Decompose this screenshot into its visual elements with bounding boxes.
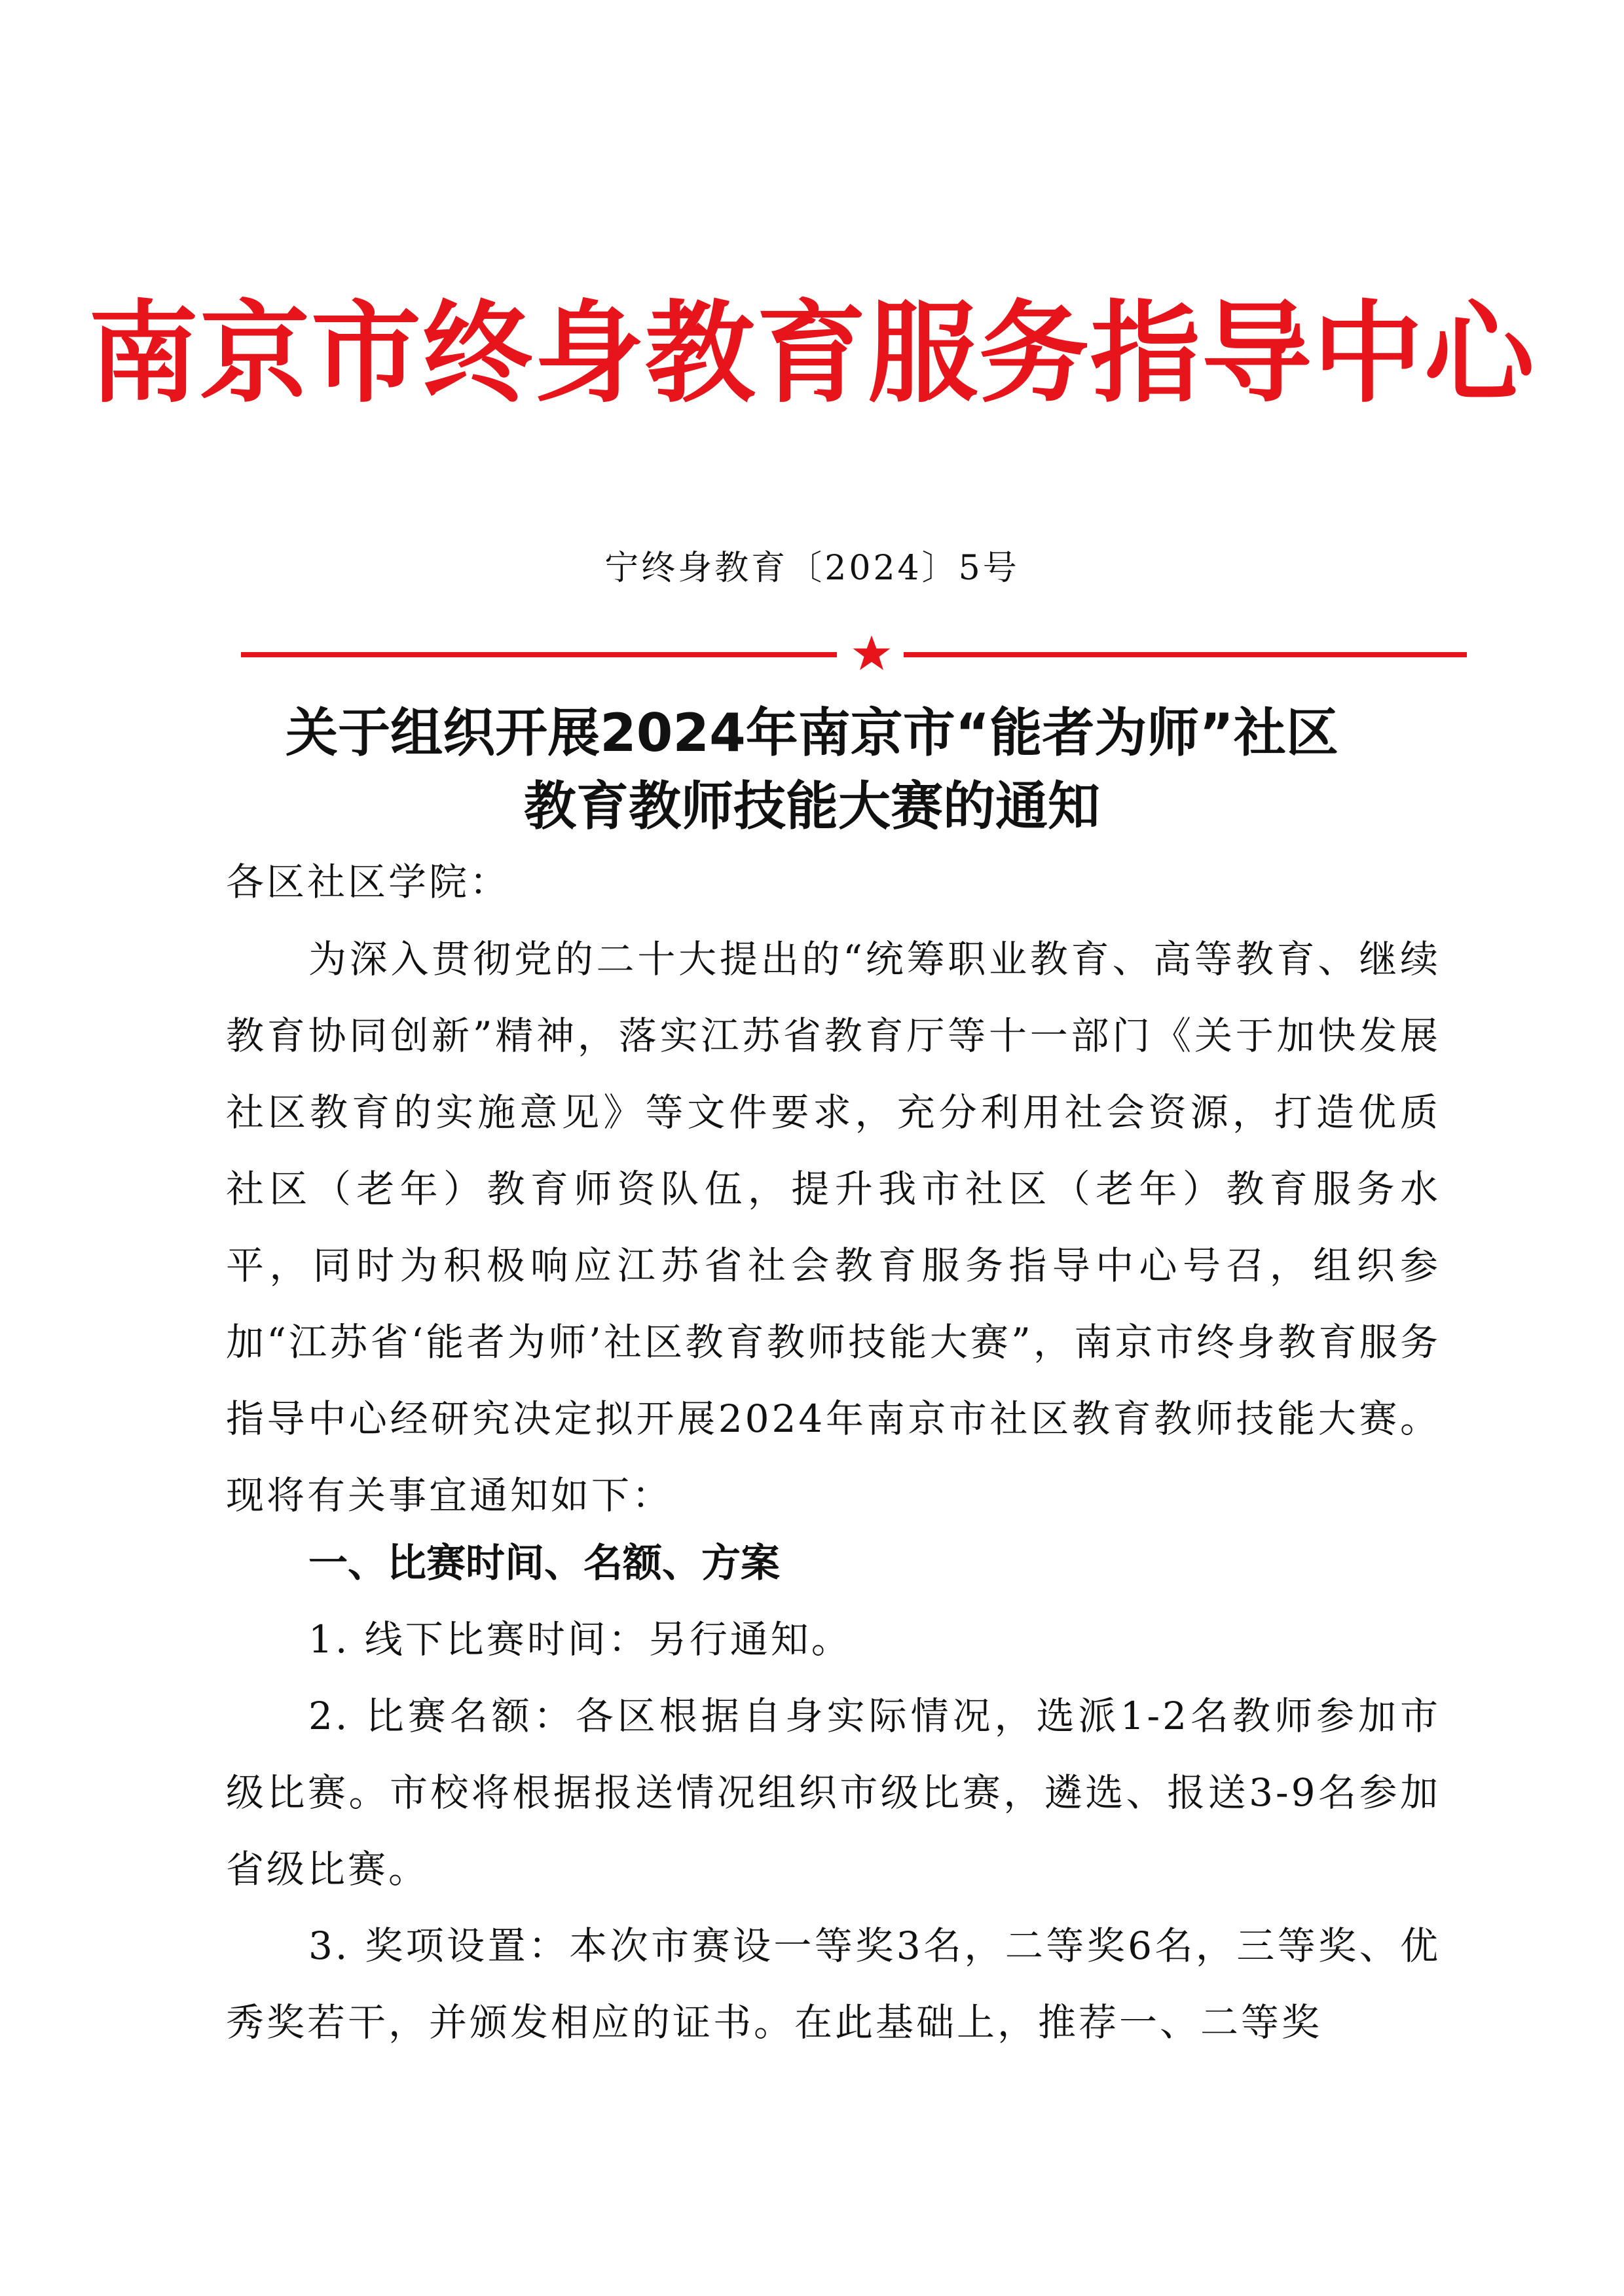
section-heading: 一、比赛时间、名额、方案 [308,1540,780,1586]
list-item: 2. 比赛名额：各区根据自身实际情况，选派1-2名教师参加市级比赛。市校将根据报送情况组织市级比赛，遴选、报送3-9名参加省级比赛。 [226,1694,1441,1891]
salutation: 各区社区学院： [226,860,511,904]
list-item: 1. 线下比赛时间：另行通知。 [308,1617,852,1662]
red-divider-right [904,652,1467,657]
notice-title-line-1: 关于组织开展2024年南京市“能者为师”社区 [286,702,1338,763]
red-divider-left [241,652,837,657]
notice-title-line-2: 教育教师技能大赛的通知 [524,776,1100,837]
intro-paragraph: 为深入贯彻党的二十大提出的“统筹职业教育、高等教育、继续教育协同创新”精神，落实江苏省教育厅等十一部门《关于加快发展社区教育的实施意见》等文件要求，充分利用社会资源，打造优质社区（老年）教育师资队伍，提升我市社区（老年）教育服务水平，同时为积极响应江苏省社会教育服务指导中心号召，组织参加“江苏省‘能者为师’社区教育教师技能大赛”，南京市终身教育服务指导中心经研究决定拟开展2024年南京市社区教育教师技能大赛。现将有关事宜通知如下： [226,937,1441,1518]
list-item: 3. 奖项设置：本次市赛设一等奖3名，二等奖6名，三等奖、优秀奖若干，并颁发相应的证书。在此基础上，推荐一、二等奖 [226,1923,1441,2045]
star-icon [851,634,892,674]
document-number: 宁终身教育〔2024〕5号 [604,549,1020,588]
org-masthead: 南京市终身教育服务指导中心 [88,288,1536,418]
